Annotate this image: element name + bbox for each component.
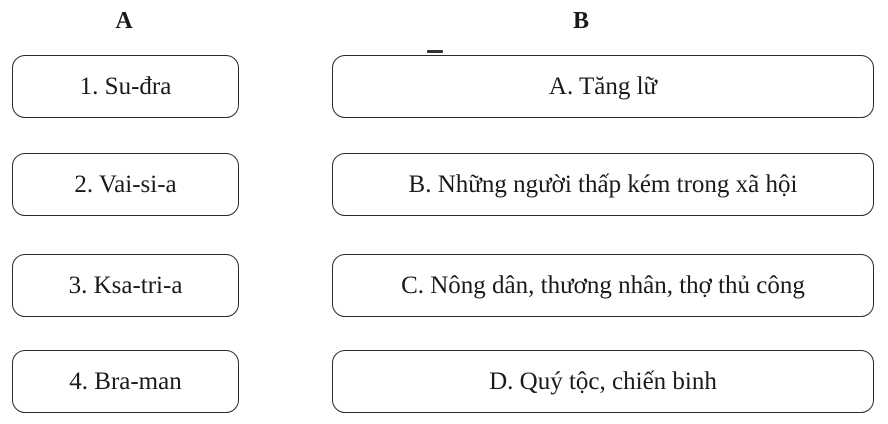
column-a-item-1 (12, 55, 239, 118)
column-a-item-4 (12, 350, 239, 413)
column-b-item-d (332, 350, 874, 413)
column-b-item-label: D. Quý tộc, chiến binh (489, 367, 717, 395)
stray-mark (427, 50, 443, 53)
column-a-header: A (115, 8, 133, 34)
column-b-item-label: A. Tăng lữ (548, 72, 658, 100)
column-a-item-label: 2. Vai-si-a (74, 170, 177, 198)
column-b-item-label: B. Những người thấp kém trong xã hội (408, 170, 798, 198)
column-a-item-label: 4. Bra-man (69, 367, 182, 395)
column-b-item-a (332, 55, 874, 118)
column-a-item-2 (12, 153, 239, 216)
column-b-item-label: C. Nông dân, thương nhân, thợ thủ công (401, 271, 805, 299)
column-a-item-label: 1. Su-đra (79, 72, 172, 100)
column-b-header: B (572, 8, 589, 34)
column-b-item-b (332, 153, 874, 216)
column-b-item-c (332, 254, 874, 317)
column-a-item-label: 3. Ksa-tri-a (68, 271, 183, 299)
column-a-item-3 (12, 254, 239, 317)
